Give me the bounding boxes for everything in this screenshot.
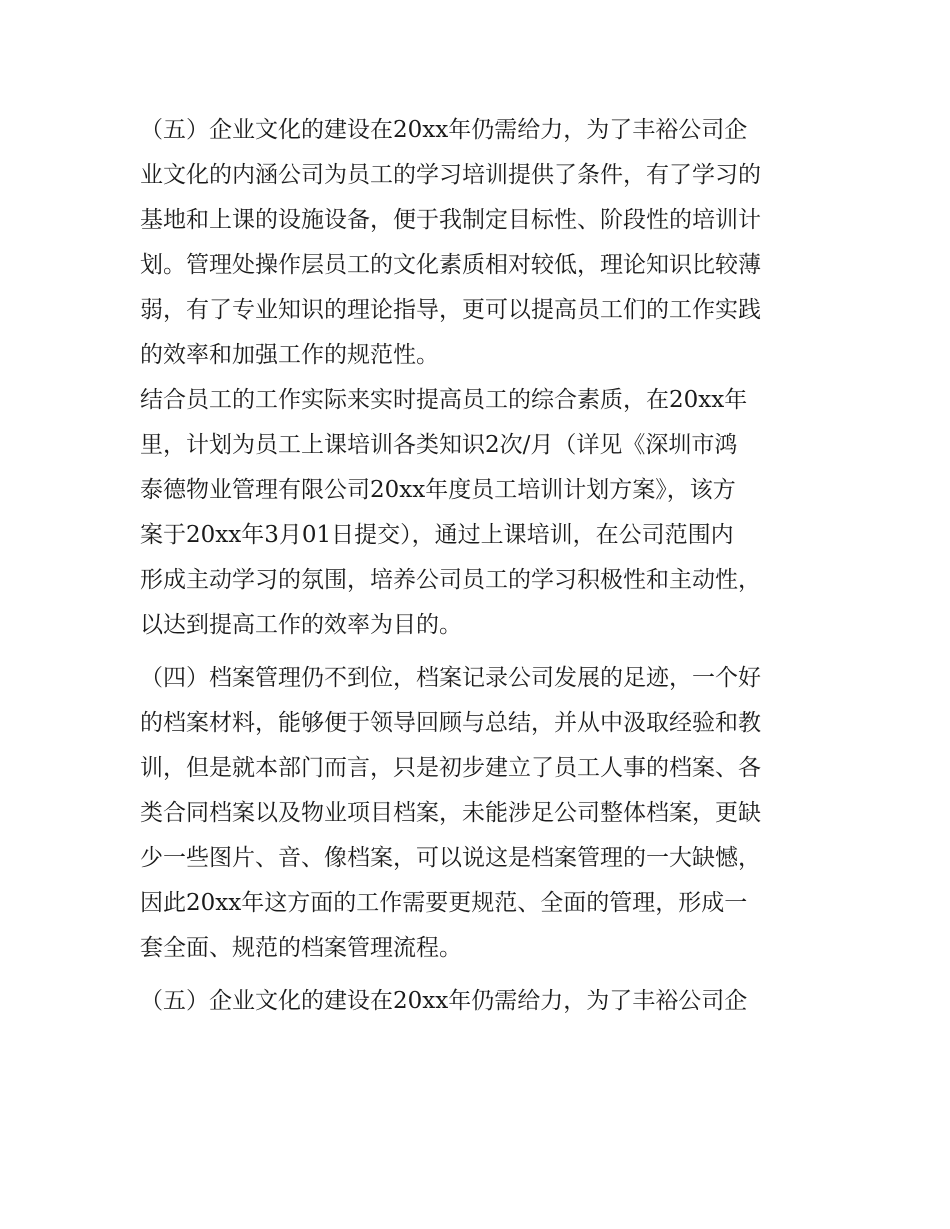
text-line: （五）企业文化的建设在20xx年仍需给力，为了丰裕公司企 [140, 117, 748, 143]
text-line: 业文化的内涵公司为员工的学习培训提供了条件，有了学习的 [140, 162, 761, 188]
paragraph-archive-management [140, 656, 820, 971]
text-line: 案于20xx年3月01日提交），通过上课培训，在公司范围内 [140, 522, 734, 548]
text-line: 结合员工的工作实际来实时提高员工的综合素质，在20xx年 [140, 387, 748, 413]
text-line: 类合同档案以及物业项目档案，未能涉足公司整体档案，更缺 [140, 800, 761, 826]
text-line: （五）企业文化的建设在20xx年仍需给力，为了丰裕公司企 [140, 988, 748, 1014]
text-line: 因此20xx年这方面的工作需要更规范、全面的管理，形成一 [140, 890, 748, 916]
text-line: 形成主动学习的氛围，培养公司员工的学习积极性和主动性， [140, 567, 761, 593]
paragraph-training-plan [140, 378, 820, 648]
document-page [140, 108, 820, 1024]
text-line: 的效率和加强工作的规范性。 [140, 342, 439, 368]
text-line: 套全面、规范的档案管理流程。 [140, 935, 462, 961]
text-line: 基地和上课的设施设备，便于我制定目标性、阶段性的培训计 [140, 207, 761, 233]
text-line: 少一些图片、音、像档案，可以说这是档案管理的一大缺憾， [140, 845, 761, 871]
text-line: 的档案材料，能够便于领导回顾与总结，并从中汲取经验和教 [140, 710, 761, 736]
text-line: 训，但是就本部门而言，只是初步建立了员工人事的档案、各 [140, 755, 761, 781]
text-line: 里，计划为员工上课培训各类知识2次/月（详见《深圳市鸿 [140, 432, 738, 458]
text-line: 弱，有了专业知识的理论指导，更可以提高员工们的工作实践 [140, 297, 761, 323]
paragraph-culture-building [140, 108, 820, 378]
text-line: 划。管理处操作层员工的文化素质相对较低，理论知识比较薄 [140, 252, 761, 278]
text-line: 泰德物业管理有限公司20xx年度员工培训计划方案》，该方 [140, 477, 736, 503]
text-line: （四）档案管理仍不到位，档案记录公司发展的足迹，一个好 [140, 665, 761, 691]
text-line: 以达到提高工作的效率为目的。 [140, 612, 462, 638]
paragraph-culture-building-repeat [140, 979, 820, 1024]
